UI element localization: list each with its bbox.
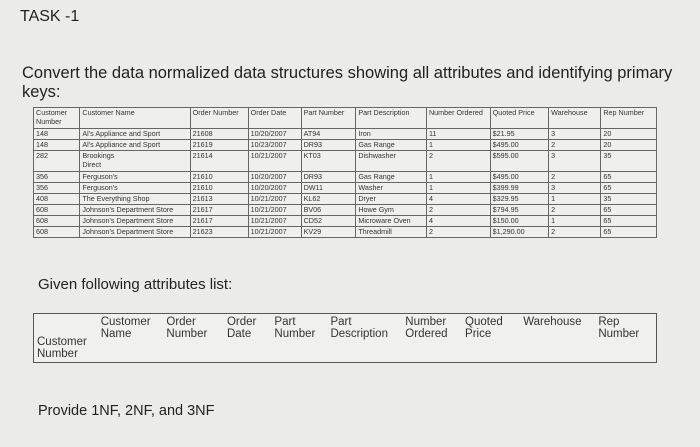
table-cell: Dishwasher	[356, 151, 427, 172]
table-cell: 10/21/2007	[248, 194, 301, 205]
column-header: Rep Number	[601, 108, 657, 129]
table-cell: 21610	[190, 172, 248, 183]
table-cell: Howe Gym	[356, 205, 427, 216]
table-cell: Johnson's Department Store	[80, 205, 190, 216]
table-cell: $794.95	[490, 205, 548, 216]
table-cell: 1	[426, 140, 490, 151]
table-cell: 2	[426, 227, 490, 238]
table-cell: 65	[601, 183, 657, 194]
table-cell: Threadmill	[356, 227, 427, 238]
table-cell: 10/21/2007	[248, 151, 301, 172]
table-row	[34, 129, 657, 140]
attribute-header: Order Date	[226, 316, 257, 340]
table-cell: 10/20/2007	[248, 183, 301, 194]
table-cell: Ferguson's	[80, 172, 190, 183]
table-row	[34, 227, 657, 238]
table-cell: Gas Range	[356, 172, 427, 183]
table-cell: 1	[549, 216, 601, 227]
attribute-header: Warehouse	[523, 316, 582, 328]
table-cell: 21619	[190, 140, 248, 151]
table-cell: KL62	[301, 194, 356, 205]
table-cell: $1,290.00	[490, 227, 548, 238]
table-row	[34, 194, 657, 205]
table-cell: Brookings Direct	[80, 151, 190, 172]
given-attributes-label: Given following attributes list:	[38, 276, 233, 293]
table-cell: 2	[426, 205, 490, 216]
table-cell: 608	[34, 205, 80, 216]
table-cell: 65	[601, 227, 657, 238]
table-cell: 408	[34, 194, 80, 205]
table-cell: Microware Oven	[356, 216, 427, 227]
data-table	[33, 107, 657, 238]
table-row	[34, 140, 657, 151]
attributes-table	[33, 313, 657, 363]
attribute-header: Part Description	[330, 316, 388, 340]
table-cell: Ferguson's	[80, 183, 190, 194]
table-cell: Washer	[356, 183, 427, 194]
table-cell: 2	[549, 172, 601, 183]
table-cell: Johnson's Department Store	[80, 216, 190, 227]
table-cell: 356	[34, 172, 80, 183]
column-header: Part Number	[301, 108, 356, 129]
table-cell: 608	[34, 227, 80, 238]
attribute-header: Number Ordered	[405, 316, 448, 340]
column-header: Quoted Price	[490, 108, 548, 129]
table-cell: 4	[426, 216, 490, 227]
table-cell: $329.95	[490, 194, 548, 205]
table-cell: Dryer	[356, 194, 427, 205]
provide-text: Provide 1NF, 2NF, and 3NF	[38, 403, 215, 419]
table-cell: Al's Appliance and Sport	[80, 140, 190, 151]
table-cell: KV29	[301, 227, 356, 238]
table-cell: $595.00	[490, 151, 548, 172]
table-cell: 21610	[190, 183, 248, 194]
table-cell: 65	[601, 205, 657, 216]
table-cell: $150.00	[490, 216, 548, 227]
attribute-header: Order Number	[166, 316, 208, 340]
table-cell: 20	[601, 129, 657, 140]
table-cell: Gas Range	[356, 140, 427, 151]
table-cell: The Everything Shop	[80, 194, 190, 205]
column-header: Order Date	[248, 108, 301, 129]
table-cell: 3	[549, 183, 601, 194]
table-cell: 282	[34, 151, 80, 172]
column-header: Customer Name	[80, 108, 190, 129]
table-cell: 1	[549, 194, 601, 205]
column-header: Order Number	[190, 108, 248, 129]
table-cell: 148	[34, 140, 80, 151]
table-cell: 2	[426, 151, 490, 172]
table-cell: 10/21/2007	[248, 227, 301, 238]
column-header: Part Description	[356, 108, 427, 129]
table-cell: 1	[426, 172, 490, 183]
table-cell: 4	[426, 194, 490, 205]
table-row	[34, 216, 657, 227]
table-cell: 35	[601, 194, 657, 205]
table-cell: DW11	[301, 183, 356, 194]
table-cell: 21623	[190, 227, 248, 238]
table-cell: 1	[426, 183, 490, 194]
table-cell: 20	[601, 140, 657, 151]
table-row	[34, 183, 657, 194]
attributes-row	[34, 314, 657, 363]
instruction-text: Convert the data normalized data structures showing all attributes and identifying primary keys:	[22, 64, 673, 101]
table-cell: 21617	[190, 216, 248, 227]
table-cell: 65	[601, 172, 657, 183]
table-cell: 356	[34, 183, 80, 194]
table-cell: Iron	[356, 129, 427, 140]
table-cell: 11	[426, 129, 490, 140]
table-cell: DR93	[301, 172, 356, 183]
table-cell: 3	[549, 129, 601, 140]
table-cell: $495.00	[490, 140, 548, 151]
table-cell: $495.00	[490, 172, 548, 183]
column-header: Warehouse	[549, 108, 601, 129]
table-row	[34, 172, 657, 183]
table-cell: 2	[549, 205, 601, 216]
table-cell: 10/21/2007	[248, 216, 301, 227]
table-cell: 10/20/2007	[248, 129, 301, 140]
table-header-row	[34, 108, 657, 129]
table-cell: Al's Appliance and Sport	[80, 129, 190, 140]
attribute-header: Rep Number	[598, 316, 640, 340]
table-cell: 21617	[190, 205, 248, 216]
table-row	[34, 151, 657, 172]
attribute-header: Part Number	[274, 316, 316, 340]
table-cell: CD52	[301, 216, 356, 227]
table-cell: 65	[601, 216, 657, 227]
table-cell: $399.99	[490, 183, 548, 194]
table-cell: $21.95	[490, 129, 548, 140]
column-header: Customer Number	[34, 108, 80, 129]
table-cell: BV06	[301, 205, 356, 216]
table-row	[34, 205, 657, 216]
table-cell: 21614	[190, 151, 248, 172]
attribute-header: Customer Name	[100, 316, 151, 340]
table-cell: 21613	[190, 194, 248, 205]
table-cell: 21608	[190, 129, 248, 140]
table-cell: 2	[549, 227, 601, 238]
table-cell: 10/23/2007	[248, 140, 301, 151]
table-cell: AT94	[301, 129, 356, 140]
table-cell: 3	[549, 151, 601, 172]
table-cell: KT03	[301, 151, 356, 172]
attribute-header: Customer Number	[37, 336, 87, 360]
task-title: TASK -1	[20, 8, 80, 25]
table-cell: 10/20/2007	[248, 172, 301, 183]
table-cell: 608	[34, 216, 80, 227]
table-cell: 148	[34, 129, 80, 140]
table-cell: 2	[549, 140, 601, 151]
table-cell: 10/21/2007	[248, 205, 301, 216]
table-cell: 35	[601, 151, 657, 172]
table-cell: DR93	[301, 140, 356, 151]
attribute-header: Quoted Price	[465, 316, 503, 340]
table-cell: Johnson's Department Store	[80, 227, 190, 238]
column-header: Number Ordered	[426, 108, 490, 129]
